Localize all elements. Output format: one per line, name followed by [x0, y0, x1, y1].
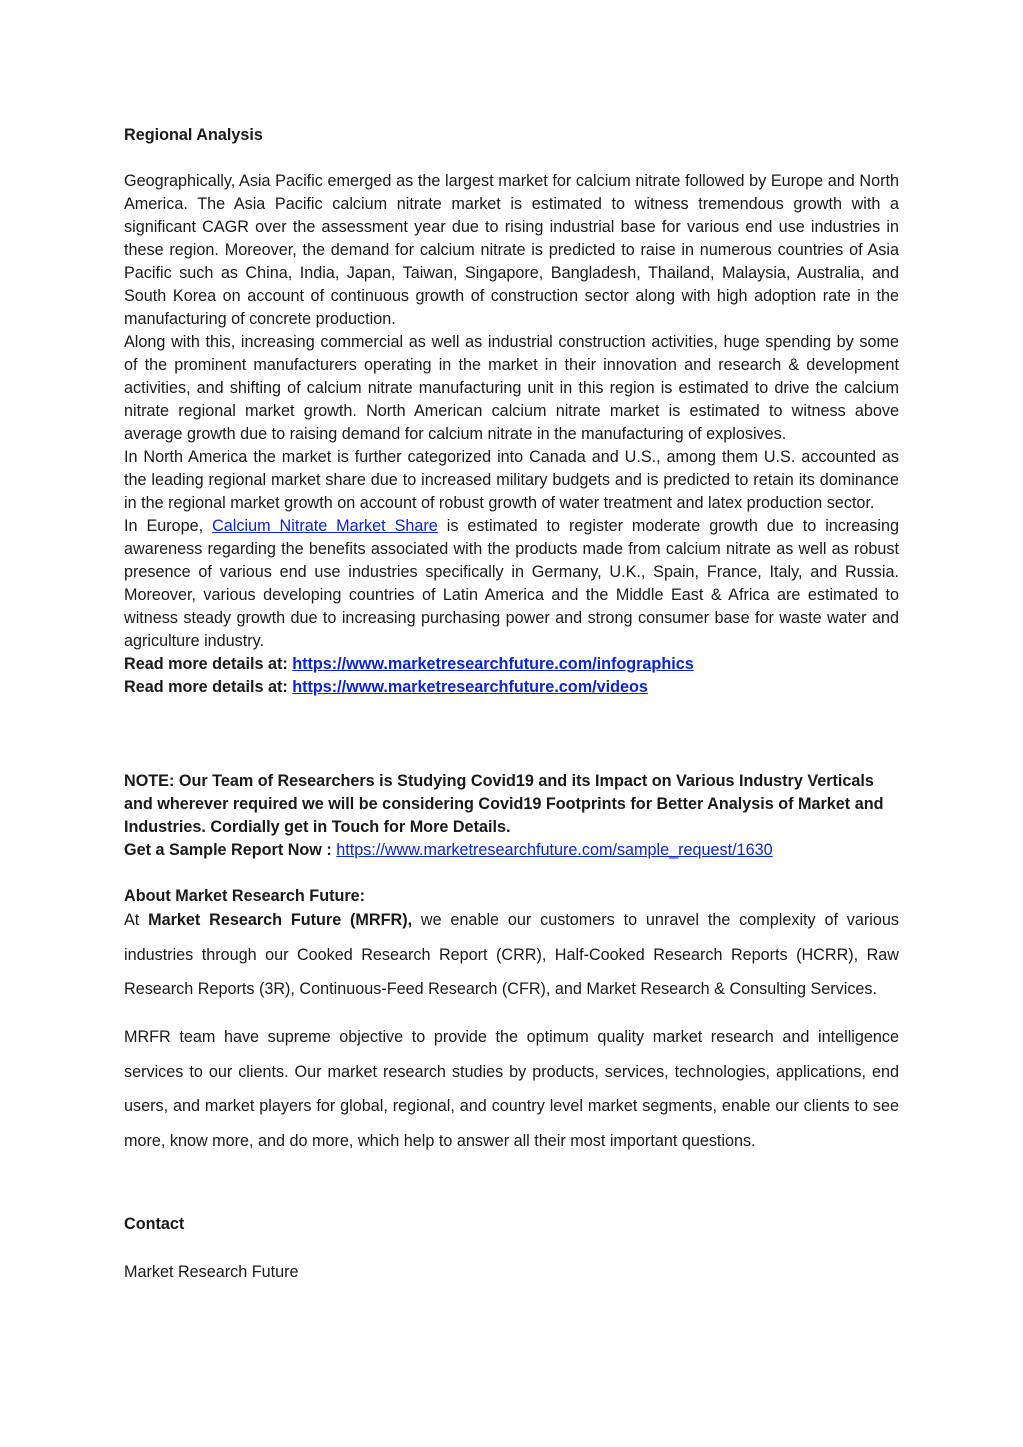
regional-paragraph-1: Geographically, Asia Pacific emerged as the largest market for calcium nitrate followed by Europe and North America. The Asia Pacific calcium nitrate market is estimated to witness tremendous growth with a significant CAGR over the assessment year due to rising industrial base for various end use industries in these region. Moreover, the demand for calcium nitrate is predicted to raise in numerous countries of Asia Pacific such as China, India, Japan, Taiwan, Singapore, Bangladesh, Thailand, Malaysia, Australia, and South Korea on account of continuous growth of construction sector along with high adoption rate in the manufacturing of concrete production. [124, 172, 899, 328]
sample-report-line [124, 839, 899, 862]
about-prefix: At [124, 911, 149, 929]
regional-paragraph-2: Along with this, increasing commercial as well as industrial construction activities, huge spending by some of the prominent manufacturers operating in the market in their innovation and research & development activities, and shifting of calcium nitrate manufacturing unit in this region is estimated to drive the calcium nitrate regional market growth. North American calcium nitrate market is estimated to witness above average growth due to raising demand for calcium nitrate in the manufacturing of explosives. [124, 333, 899, 443]
about-paragraph-1 [124, 903, 899, 1007]
about-rest: we enable our customers to unravel the complexity of various industries through our Cooked Research Report (CRR), Half-Cooked Research Reports (HCRR), Raw Research Reports (3R), Continuous-Feed Research (CFR), and Market Research & Consulting Services. [124, 911, 899, 998]
read-more-label: Read more details at: [124, 655, 293, 673]
paragraph-4-rest: is estimated to register moderate growth due to increasing awareness regarding the benefits associated with the products made from calcium nitrate as well as robust presence of various end use industries specifically in Germany, U.K., Spain, France, Italy, and Russia. Moreover, various developing countries of Latin America and the Middle East & Africa are estimated to witness steady growth due to increasing purchasing power and strong consumer base for waste water and agriculture industry. [124, 517, 899, 650]
infographics-link[interactable]: https://www.marketresearchfuture.com/infographics [292, 655, 694, 673]
read-more-infographics [124, 653, 899, 676]
regional-paragraph-4 [124, 515, 899, 653]
regional-analysis-body [124, 170, 899, 699]
videos-link[interactable]: https://www.marketresearchfuture.com/videos [292, 678, 648, 696]
regional-paragraph-3: In North America the market is further categorized into Canada and U.S., among them U.S. accounted as the leading regional market share due to increased military budgets and is predicted to retain its dominance in the regional market growth on account of robust growth of water treatment and latex production sector. [124, 448, 899, 512]
sample-request-link[interactable]: https://www.marketresearchfuture.com/sample_request/1630 [336, 841, 773, 859]
sample-report-label: Get a Sample Report Now : [124, 841, 337, 859]
covid-note: NOTE: Our Team of Researchers is Studying Covid19 and its Impact on Various Industry Verticals and wherever required we will be considering Covid19 Footprints for Better Analysis of Market and Industries. Cordially get in Touch for More Details. [124, 772, 884, 836]
about-paragraph-2: MRFR team have supreme objective to provide the optimum quality market research and intelligence services to our clients. Our market research studies by products, services, technologies, applications, end users, and market players for global, regional, and country level market segments, enable our clients to see more, know more, and do more, which help to answer all their most important questions. [124, 1028, 899, 1150]
about-heading: About Market Research Future: [124, 887, 366, 905]
regional-analysis-heading: Regional Analysis [124, 126, 263, 144]
calcium-nitrate-market-share-link[interactable]: Calcium Nitrate Market Share [212, 517, 438, 535]
read-more-label: Read more details at: [124, 678, 293, 696]
paragraph-4-prefix: In Europe, [124, 517, 213, 535]
mrfr-name: Market Research Future (MRFR), [148, 911, 413, 929]
contact-heading: Contact [124, 1215, 185, 1233]
read-more-videos [124, 676, 899, 699]
covid-note-section [124, 770, 899, 862]
contact-company: Market Research Future [124, 1263, 299, 1281]
